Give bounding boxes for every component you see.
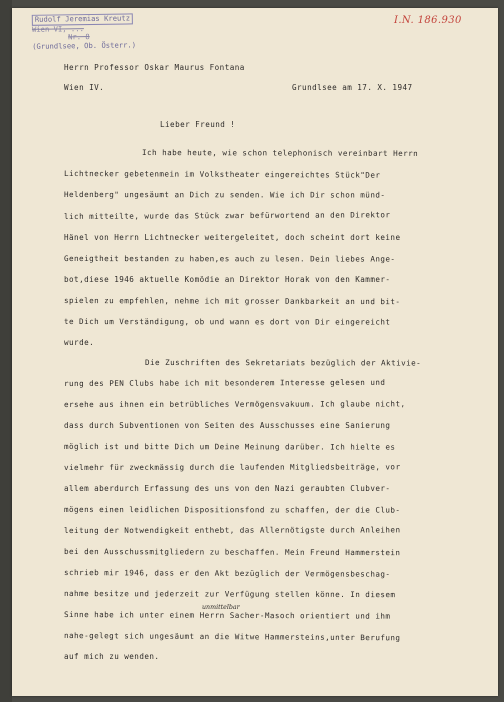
body-line: dass durch Subventionen von Seiten des Ausschusses eine Sanierung xyxy=(64,421,391,430)
body-line: auf mich zu wenden. xyxy=(64,652,160,661)
body-line: Die Zuschriften des Sekretariats bezüglich der Aktivie- xyxy=(144,358,422,368)
handwritten-insertion: unmittelbar xyxy=(202,604,240,611)
body-line: Hänel von Herrn Lichtnecker weitergeleitet, doch scheint dort keine xyxy=(64,233,401,242)
body-line: vielmehr für zweckmässig durch die laufenden Mitgliedsbeiträge, vor xyxy=(63,462,401,472)
addressee-line-1: Herrn Professor Oskar Maurus Fontana xyxy=(64,63,245,72)
body-line: möglich ist und bitte Dich um Deine Meinung darüber. Ich hielte es xyxy=(63,442,396,452)
body-line: Geneigtheit bestanden zu haben,es auch zu lesen. Dein liebes Ange- xyxy=(63,254,396,264)
body-line: nahe-gelegt sich ungesäumt an die Witwe Hammersteins,unter Berufung xyxy=(63,631,401,643)
body-line: schrieb mir 1946, dass er den Akt bezüglich der Vermögensbeschag- xyxy=(63,568,391,579)
place-date: Grundlsee am 17. X. 1947 xyxy=(292,83,413,92)
archive-number: I.N. 186.930 xyxy=(394,15,462,26)
body-line: ersehe aus ihnen ein betrübliches Vermögensvakuum. Ich glaube nicht, xyxy=(63,399,406,409)
body-line: rung des PEN Clubs habe ich mit besonderem Interesse gelesen und xyxy=(63,377,386,388)
stamp-line-1: Rudolf Jeremias Kreutz xyxy=(32,13,133,25)
stamp-line-3: Nr. 8 xyxy=(68,32,90,42)
body-line: bei den Ausschussmitgliedern zu beschaffen. Mein Freund Hammerstein xyxy=(63,547,401,558)
scan-edge xyxy=(0,0,12,702)
body-line: te Dich um Verständigung, ob und wann es dort von Dir eingereicht xyxy=(63,317,391,327)
sender-stamp xyxy=(32,13,150,51)
body-line: nahme besitze und jederzeit zur Verfügung stellen könne. In diesem xyxy=(63,589,396,600)
body-line: lich mitteilte, wurde das Stück zwar befürwortend an den Direktor xyxy=(63,210,391,221)
body-line: spielen zu empfehlen, nehme ich mit grosser Dankbarkeit an und bit- xyxy=(63,296,401,307)
body-line: Lichtnecker gebetenmein im Volkstheater eingereichtes Stück"Der xyxy=(63,169,381,180)
salutation: Lieber Freund ! xyxy=(160,120,236,129)
addressee-line-2: Wien IV. xyxy=(64,83,105,92)
body-line: Heldenberg" ungesäumt an Dich zu senden. Wie ich Dir schon münd- xyxy=(63,190,386,200)
body-line: Ich habe heute, wie schon telephonisch vereinbart Herrn xyxy=(141,148,419,158)
body-line: Sinne habe ich unter einem Herrn Sacher-Masoch orientiert und ihm xyxy=(63,610,391,621)
body-line: mögens einen leidlichen Dispositionsfond zu schaffen, der die Club- xyxy=(63,505,401,515)
body-line: bot,diese 1946 aktuelle Komödie an Direktor Horak von den Kammer- xyxy=(64,275,391,284)
body-line: wurde. xyxy=(64,338,95,347)
body-line: leitung der Notwendigkeit enthebt, das Allernötigste durch Anleihen xyxy=(63,525,401,535)
stamp-line-2: Wien VI, ... xyxy=(31,23,84,34)
body-line: allem aberdurch Erfassung des uns von den Nazi geraubten Clubver- xyxy=(64,484,391,493)
stamp-line-4: (Grundlsee, Ob. Österr.) xyxy=(32,40,137,51)
